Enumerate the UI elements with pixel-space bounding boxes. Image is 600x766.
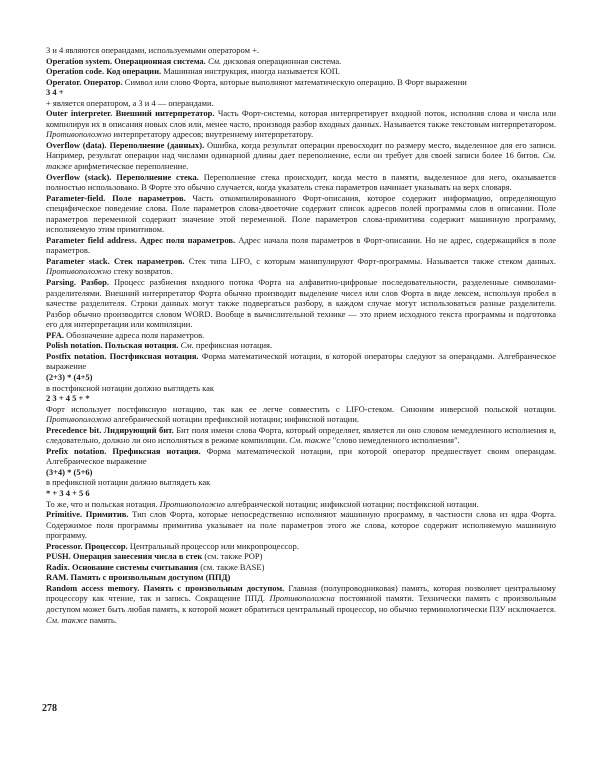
entry-crossref: См. также (289, 435, 331, 446)
glossary-entry (46, 98, 556, 109)
entry-formula: (2+3) * (4+5) (46, 371, 93, 382)
entry-text-tail: префиксная нотация. (193, 340, 273, 351)
glossary-entry (46, 509, 556, 541)
entry-term: Prefix notation. Префиксная нотация. (46, 445, 201, 456)
glossary-entry (46, 45, 556, 56)
entry-crossref: Противоположно (46, 266, 112, 277)
entry-formula: * + 3 4 + 5 6 (46, 487, 90, 498)
glossary-entry (46, 425, 556, 446)
entry-term: Polish notation. Польская нотация. (46, 340, 179, 351)
entry-text: То же, что и польская нотация. (46, 498, 160, 509)
entry-text-tail: алгебраической нотации; инфиксной нотации; постфиксной нотации. (224, 498, 479, 509)
entry-text: в постфиксной нотации должно выглядеть как (46, 382, 215, 393)
entry-text: Форт использует постфиксную нотацию, так как ее легче совместить с LIFO-стеком. Синоним инверсной польской нотации. (46, 403, 556, 414)
entry-term: Radix. Основание системы считывания (46, 561, 199, 572)
entry-text: Процесс разбиения входного потока Форта на алфавитно-цифровые последовательности, разделенные символами-разделителями. Внешний интерпретатор Форта обычно производит выделение чисел или слов Форта в виде лексем, используя пробел в качестве разделителя. Строки данных могут также подвергаться разбору, в каждом случае могут использоваться разные разделители. Разбор обычно производится словом WORD. Вообще в вычислительной технике — это прием исходного текста программы и подготовка его для интерпретации или компиляции. (46, 277, 556, 330)
entry-text: в префиксной нотации должно выглядеть как (46, 477, 211, 488)
entry-term: Overflow (data). Переполнение (данных). (46, 139, 205, 150)
page-number: 278 (42, 703, 57, 714)
glossary-entry (46, 446, 556, 467)
entry-text: Переполнение стека происходит, когда место в памяти, выделенное для него, оказывается полностью использовано. В Форте это обычно случается, когда указатель стека параметров начинает указывать на верх словаря. (46, 171, 557, 193)
entry-text: Часть Форт-системы, которая интерпретирует входной поток, исполняя слова и числа или компилируя их в описания новых слов или, менее часто, производя разбор входных данных. Называется также текстовым интерпретатором. (46, 108, 556, 129)
entry-term: Operation code. Код операции. (46, 66, 162, 77)
entry-term: Parameter stack. Стек параметров. (46, 255, 185, 266)
entry-crossref: Противоположно (46, 129, 112, 140)
entry-text: Символ или слово Форта, которые выполняют математическую операцию. В Форт выражении (122, 76, 467, 87)
glossary-entry (46, 330, 556, 341)
entry-text-tail: память. (87, 614, 117, 625)
entry-term: Parameter-field. Поле параметров. (46, 192, 186, 203)
glossary-entry (46, 477, 556, 488)
entry-text: Тип слов Форта, которые непосредственно исполняют машинную программу, в частности слова из ядра Форта. Содержимое поля программы примитива указывает на поле параметров этого же слова, которое содержит исполняемую машинную программу. (46, 509, 556, 541)
entry-crossref: Противоположно (159, 498, 225, 509)
glossary-entry (46, 108, 556, 140)
formula-line (46, 467, 556, 478)
entry-term: Random access memory. Память с произвольным доступом. (46, 582, 285, 593)
entry-term: RAM. Память с произвольным доступом (ППД) (46, 572, 231, 583)
glossary-text (46, 45, 556, 625)
entry-formula: 3 4 + (46, 87, 64, 98)
entry-crossref: См. (207, 55, 222, 66)
entry-term: Operation system. Операционная система. (46, 55, 206, 66)
entry-term: Primitive. Примитив. (46, 509, 129, 520)
glossary-entry (46, 583, 556, 625)
entry-crossref: См. также (46, 150, 556, 172)
entry-text-tail: интерпретатору адресов; внутреннему интерпретатору. (111, 129, 314, 140)
formula-line (46, 488, 556, 499)
glossary-entry (46, 404, 556, 425)
entry-text-tail: постоянной памяти. Технически память с произвольным доступом может быть любая память, к которой может обратиться центральный процессор, но обычно терминологически ПЗУ исключается. (46, 593, 556, 614)
formula-line (46, 393, 556, 404)
entry-text: Обозначение адреса поля параметров. (64, 329, 205, 340)
glossary-entry (46, 193, 556, 235)
glossary-entry (46, 172, 556, 193)
glossary-entry (46, 499, 556, 510)
entry-text-tail: алгебраической нотации префиксной нотации; инфиксной нотации. (111, 414, 360, 425)
glossary-entry (46, 140, 556, 172)
entry-formula: 2 3 + 4 5 + * (46, 393, 90, 404)
entry-crossref: См. (180, 340, 194, 351)
entry-text-tail: арифметическое переполнение. (72, 161, 189, 172)
entry-text: (см. также POP) (202, 551, 263, 562)
glossary-entry (46, 256, 556, 277)
glossary-entry (46, 351, 556, 372)
entry-term: PUSH. Операция занесения числа в стек (46, 551, 203, 562)
entry-text: Главная (полупроводниковая) память, которая позволяет центральному процессору как чтение, так и запись. Сокращение ППД. (46, 582, 556, 604)
glossary-entry (46, 66, 556, 77)
formula-line (46, 87, 556, 98)
entry-text: Ошибка, когда результат операции превосходит по размеру место, выделенное для его записи. Например, результат операции над числами одинарной длины дает переполнение, если он требует для своей записи более 16 битов. (46, 139, 556, 161)
entry-text: Часть откомпилированного Форт-описания, которое содержит информацию, определяющую специфическое поведение слова. Поле параметров слова-двоеточие содержит список адресов полей программы слов в описании. Поле параметров переменной содержит значение этой переменной. Поле параметров слова-примитива содержит машинную программу, исполняемую этим примитивом. (46, 192, 556, 235)
entry-term: PFA. (46, 329, 65, 340)
entry-text-tail: стеку возвратов. (111, 266, 173, 277)
glossary-entry (46, 340, 556, 351)
entry-term: Parsing. Разбор. (46, 277, 110, 288)
entry-text-tail: дисковая операционная система. (221, 55, 342, 66)
glossary-entry (46, 235, 556, 256)
entry-formula: (3+4) * (5+6) (46, 466, 93, 477)
entry-term: Processor. Процессор. (46, 540, 128, 551)
entry-text: + является оператором, а 3 и 4 — операндами. (46, 97, 214, 108)
entry-text-tail: "слово немедленного исполнения". (330, 435, 460, 446)
glossary-entry (46, 77, 556, 88)
entry-text: 3 и 4 являются операндами, используемыми оператором +. (46, 45, 260, 55)
entry-term: Operator. Оператор. (46, 76, 123, 87)
entry-term: Parameter field address. Адрес поля параметров. (46, 234, 236, 245)
glossary-entry (46, 56, 556, 67)
glossary-entry (46, 277, 556, 330)
glossary-entry (46, 562, 556, 573)
glossary-entry (46, 541, 556, 552)
entry-term: Precedence bit. Лидирующий бит. (46, 424, 174, 435)
entry-term: Postfix notation. Постфиксная нотация. (46, 350, 199, 361)
entry-text: Бит поля имени слова Форта, который определяет, является ли оно словом немедленного исполнения и, следовательно, должно ли оно исполняться в режиме компиляции. (46, 424, 556, 446)
entry-crossref: См. также (46, 614, 88, 625)
glossary-entry (46, 551, 556, 562)
glossary-entry (46, 383, 556, 394)
entry-text: Форма математической нотации, в которой операторы следуют за операндами. Алгебраическое выражение (46, 350, 556, 372)
entry-term: Overflow (stack). Переполнение стека. (46, 171, 199, 182)
entry-crossref: Противоположна (269, 593, 335, 604)
formula-line (46, 372, 556, 383)
entry-text: Стек типа LIFO, с которым манипулируют Форт-программы. Называется также стеком данных. (184, 255, 556, 266)
entry-text: Форма математической нотации, при которой оператор предшествует своим операндам. Алгебраическое выражение (46, 445, 556, 467)
entry-text: Адрес начала поля параметров в Форт-описании. Но не адрес, содержащийся в поле параметров. (46, 234, 556, 256)
entry-text: Центральный процессор или микропроцессор. (127, 540, 299, 551)
entry-text: (см. также BASE) (198, 561, 265, 572)
glossary-entry (46, 572, 556, 583)
entry-text: Машинная инструкция, иногда называется КОП. (161, 66, 340, 77)
entry-crossref: Противоположно (46, 414, 112, 425)
entry-term: Outer interpreter. Внешний интерпретатор. (46, 108, 215, 119)
